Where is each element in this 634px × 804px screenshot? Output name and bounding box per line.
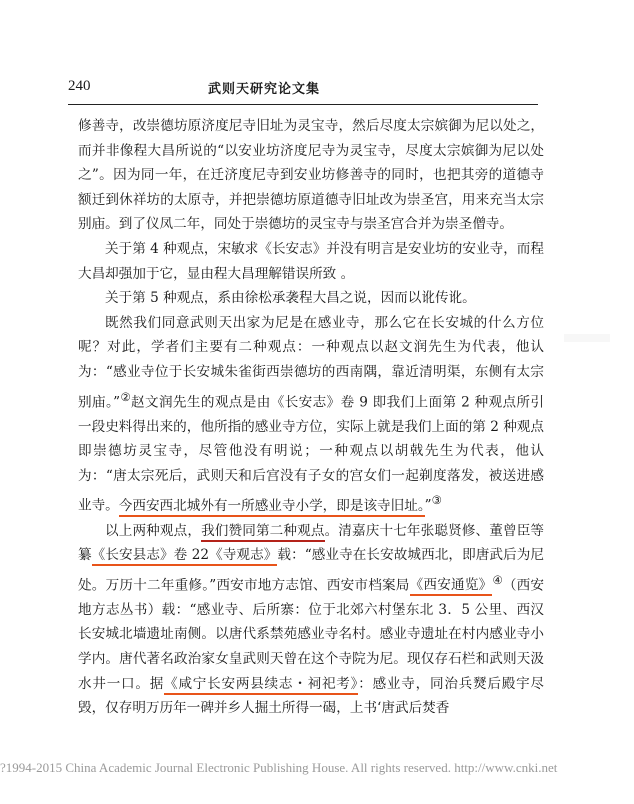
paragraph-5-text-e: 载：“感业寺在长安故城西北，即唐武后为尼处。万历十二年重修。”西安市地方志馆、西安市档案局 [78, 547, 545, 594]
copyright-notice: ?1994-2015 China Academic Journal Electronic Publishing House. All rights reserved. http://www.cnki.net [0, 760, 558, 775]
footnote-ref-4[interactable]: ④ [492, 572, 503, 587]
body-text [78, 114, 544, 721]
underlined-phrase-agree: 我们赞同第二种观点 [201, 523, 325, 542]
paragraph-4 [78, 311, 544, 519]
paragraph-1: 修善寺，改崇德坊原济度尼寺旧址为灵宝寺，然后尽度太宗嫔御为尼以处之，而并非像程大昌所说的“以安业坊济度尼寺为灵宝寺，尽度太宗嫔御为尼以处之”。因为同一年，在迁济度尼寺到安业坊修善寺的同时，也把其旁的道德寺额迁到休祥坊的太原寺，并把崇德坊原道德寺旧址改为崇圣宫，用来充当太宗别庙。到了仪凤二年，同处于崇德坊的灵宝寺与崇圣宫合并为崇圣僧寺。 [78, 118, 544, 233]
paragraph-5 [78, 519, 544, 721]
paragraph-5-text-g: （西安地方志丛书）载：“感业寺、后所寨：位于北郊六村堡东北 3．5 公里、西汉长安城北墙遗址南侧。以唐代系禁苑感业寺名村。感业寺遗址在村内感业寺小学内。唐代著名政治家女皇武则天曾在这个寺院为尼。现仅存石栏和武则天汲水井一口。据 [78, 577, 545, 692]
paragraph-4-text-a: 既然我们同意武则天出家为尼是在感业寺，那么它在长安城的什么方位呢？对此，学者们主要有二种观点：一种观点以赵文润先生为代表，他认为：“感业寺位于长安城朱雀街西崇德坊的西南隅，靠近清明渠，东侧有太宗别庙。” [78, 314, 544, 411]
footnote-ref-2[interactable]: ② [120, 389, 131, 404]
footnote-ref-3[interactable]: ③ [431, 493, 442, 508]
paragraph-4-text-b: 赵文润先生的观点是由《长安志》卷 9 即我们上面第 2 种观点所引一段史料得出来的，他所指的感业寺方位，实际上就是我们上面的第 2 种观点即崇德坊灵宝寺，尽管他没有明说；一种观点以胡戟先生为代表，他认为：“唐太宗死后，武则天和后宫没有子女的宫女们一起剃度落发，被送进感业寺。 [78, 394, 544, 514]
header-rule [68, 104, 538, 105]
underlined-citation-xianning-changan: 《咸宁长安两县续志・祠祀考》 [164, 676, 358, 695]
underlined-citation-county-gazetteer: 《长安县志》卷 22《寺观志》 [92, 547, 278, 566]
underlined-phrase-school-site: 今西安西北城外有一所感业寺小学，即是该寺旧址。 [119, 498, 425, 517]
underlined-citation-xian-overview: 《西安通览》 [410, 577, 493, 596]
scan-artifact [564, 334, 610, 342]
paragraph-5-text-a: 以上两种观点， [105, 522, 202, 539]
page-number: 240 [68, 78, 91, 94]
paragraph-4-text-d: ” [424, 497, 432, 514]
paragraph-5-text-c: 。清嘉庆十七年张聪贤修、董曾臣等纂 [78, 522, 545, 564]
paragraph-2: 关于第 4 种观点，宋敏求《长安志》并没有明言是安业坊的安业寺，而程大昌却强加于它，显由程大昌理解错误所致 。 [78, 240, 544, 282]
running-title: 武则天研究论文集 [208, 82, 321, 97]
page-header [68, 78, 536, 100]
paragraph-5-text-i: ：感业寺，同治兵燹后殿宇尽毁，仅存明万历年一碑并乡人掘土所得一碣，上书‘唐武后焚香 [78, 675, 545, 717]
page-footer [0, 760, 634, 780]
paragraph-3: 关于第 5 种观点，系由徐松承袭程大昌之说，因而以讹传讹。 [105, 290, 476, 307]
